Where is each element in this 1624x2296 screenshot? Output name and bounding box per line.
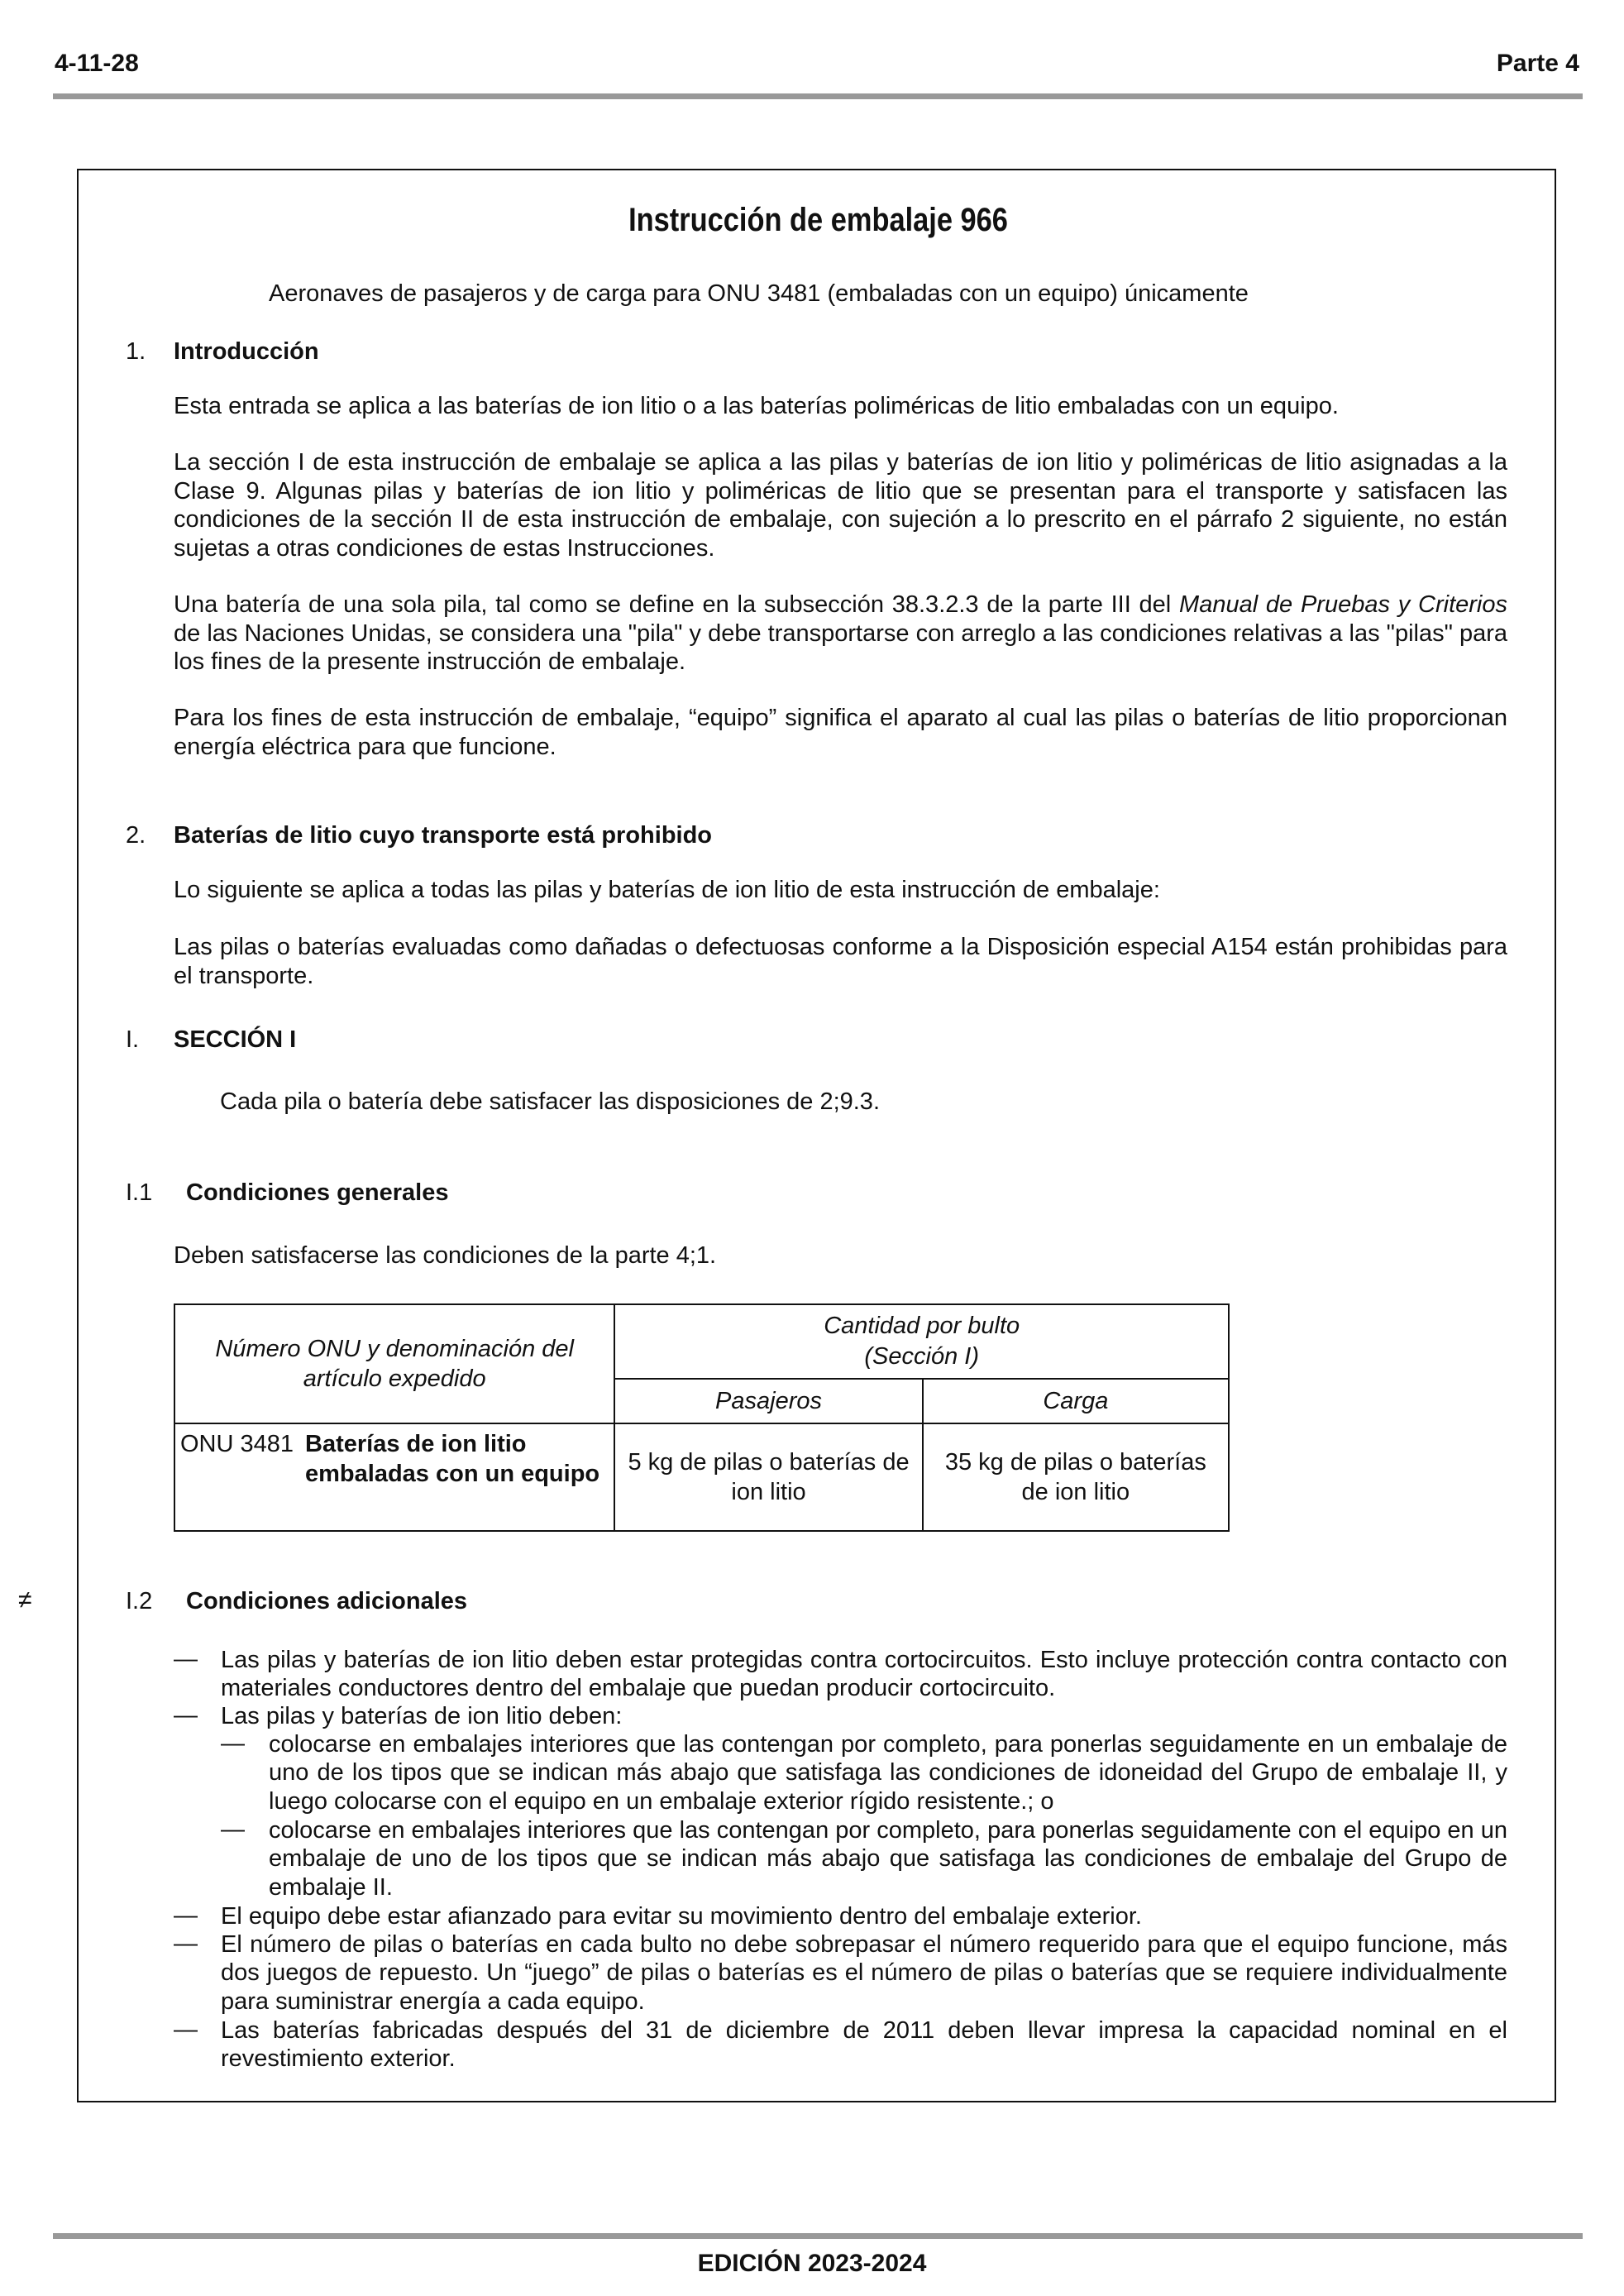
cargo-quantity: 35 kg de pilas o baterías de ion litio: [923, 1423, 1229, 1531]
bullet-2: Las pilas y baterías de ion litio deben:: [221, 1703, 623, 1729]
table-row: [174, 1423, 1229, 1531]
bullet-3: El equipo debe estar afianzado para evitar su movimiento dentro del embalaje exterior.: [221, 1903, 1142, 1930]
sub-bullet-2: colocarse en embalajes interiores que las contengan por completo, para ponerlas seguidamente con el equipo en un embalaje de uno de los tipos que se indican más abajo que satisfaga las condiciones de embalaje del Grupo de embalaje II.: [269, 1817, 1507, 1901]
passenger-quantity: 5 kg de pilas o baterías de ion litio: [614, 1423, 922, 1531]
section-2-paragraph-2: Las pilas o baterías evaluadas como dañadas o defectuosas conforme a la Disposición especial A154 están prohibidas para el transporte.: [174, 934, 1507, 989]
paragraph-3-text-b: de las Naciones Unidas, se considera una "pila" y debe transportarse con arreglo a las condiciones relativas a las "pilas" para los fines de la presente instrucción de embalaje.: [174, 619, 1507, 675]
bullet-1: Las pilas y baterías de ion litio deben estar protegidas contra cortocircuitos. Esto incluye protección contra contacto con materiales conductores dentro del embalaje que puedan producir cortocircuito.: [221, 1647, 1507, 1702]
shipping-name: Baterías de ion litio embaladas con un equipo: [305, 1431, 600, 1487]
section-I1-heading: Condiciones generales: [186, 1179, 449, 1206]
instruction-frame: [77, 169, 1556, 2102]
section-1-paragraph-3: [174, 591, 1507, 677]
un-number: ONU 3481: [180, 1431, 294, 1457]
section-1-heading: Introducción: [174, 338, 319, 365]
sub-bullet-dash: —: [221, 1816, 245, 1843]
section-1-paragraph-2: La sección I de esta instrucción de embalaje se aplica a las pilas y baterías de ion litio y poliméricas de litio asignadas a la Clase 9. Algunas pilas y baterías de ion litio y poliméricas de litio que se presentan para el transporte y satisfacen las condiciones de la sección II de esta instrucción de embalaje, con sujeción a lo prescrito en el párrafo 2 siguiente, no están sujetas a otras condiciones de estas Instrucciones.: [174, 449, 1507, 562]
bullet-dash: —: [174, 1930, 198, 1957]
section-2-number: 2.: [126, 822, 146, 849]
quantity-group-header: [614, 1304, 1229, 1379]
page-number: 4-11-28: [55, 50, 139, 77]
section-I-text: Cada pila o batería debe satisfacer las disposiciones de 2;9.3.: [220, 1088, 880, 1115]
bullet-5: Las baterías fabricadas después del 31 de diciembre de 2011 deben llevar impresa la capacidad nominal en el revestimiento exterior.: [221, 2017, 1507, 2073]
bullet-dash: —: [174, 1902, 198, 1929]
bullet-dash: —: [174, 1702, 198, 1729]
bullet-dash: —: [174, 1646, 198, 1672]
manual-reference: Manual de Pruebas y Criterios: [1179, 591, 1507, 618]
section-1-paragraph-1: Esta entrada se aplica a las baterías de ion litio o a las baterías poliméricas de litio embaladas con un equipo.: [174, 393, 1339, 419]
section-2-paragraph-1: Lo siguiente se aplica a todas las pilas y baterías de ion litio de esta instrucción de embalaje:: [174, 877, 1160, 903]
change-mark: ≠: [18, 1586, 32, 1614]
header-rule: [53, 93, 1583, 99]
sub-bullet-dash: —: [221, 1730, 245, 1757]
bullet-4: El número de pilas o baterías en cada bulto no debe sobrepasar el número requerido para que el equipo funcione, más dos juegos de repuesto. Un “juego” de pilas o baterías es el número de pilas o baterías que se requiere individualmente para suministrar energía a cada equipo.: [221, 1931, 1507, 2015]
col-un-name-header: Número ONU y denominación del artículo expedido: [174, 1304, 614, 1423]
part-label: Parte 4: [1496, 50, 1579, 77]
section-I2-number: I.2: [126, 1588, 153, 1614]
section-I-heading: SECCIÓN I: [174, 1026, 297, 1053]
quantity-header-line-2: (Sección I): [864, 1343, 979, 1370]
section-I1-number: I.1: [126, 1179, 153, 1206]
section-I2-heading: Condiciones adicionales: [186, 1588, 468, 1614]
section-2-heading: Baterías de litio cuyo transporte está prohibido: [174, 822, 713, 849]
un-cell: [174, 1423, 614, 1531]
section-I-number: I.: [126, 1026, 140, 1053]
quantity-table: [174, 1303, 1230, 1532]
page-title: Instrucción de embalaje 966: [628, 202, 1008, 238]
paragraph-3-text-a: Una batería de una sola pila, tal como se define en la subsección 38.3.2.3 de la parte III del: [174, 591, 1180, 618]
col-cargo-header: Carga: [923, 1379, 1229, 1423]
sub-bullet-1: colocarse en embalajes interiores que las contengan por completo, para ponerlas seguidamente en un embalaje de uno de los tipos que se indican más abajo que satisfaga las condiciones de idoneidad del Grupo de embalaje II, y luego colocarse con el equipo en un embalaje exterior rígido resistente.; o: [269, 1731, 1507, 1815]
subtitle: Aeronaves de pasajeros y de carga para ONU 3481 (embaladas con un equipo) únicamente: [269, 280, 1249, 307]
col-passenger-header: Pasajeros: [614, 1379, 922, 1423]
edition-label: EDICIÓN 2023-2024: [697, 2250, 927, 2277]
bullet-dash: —: [174, 2016, 198, 2043]
quantity-header-line-1: Cantidad por bulto: [824, 1313, 1020, 1339]
section-1-number: 1.: [126, 338, 146, 365]
section-I1-text: Deben satisfacerse las condiciones de la parte 4;1.: [174, 1242, 717, 1269]
footer-rule: [53, 2233, 1583, 2239]
section-1-paragraph-4: Para los fines de esta instrucción de embalaje, “equipo” significa el aparato al cual las pilas o baterías de litio proporcionan energía eléctrica para que funcione.: [174, 705, 1507, 760]
